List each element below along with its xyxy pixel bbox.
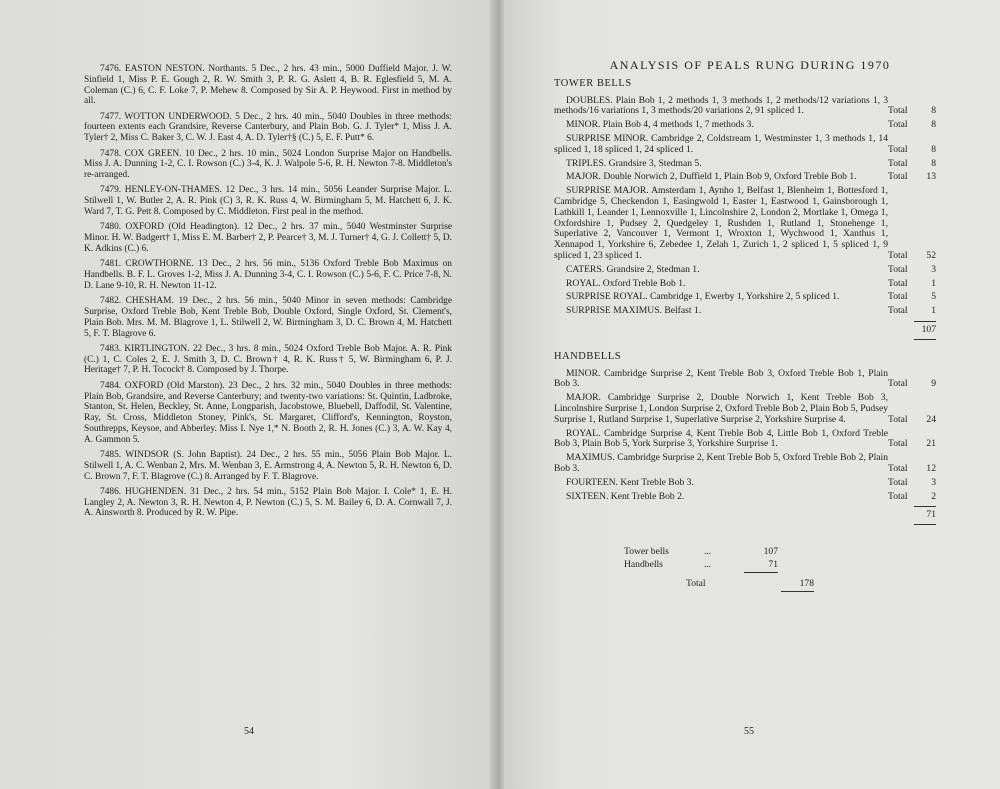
summary-tower-row: Tower bells ... 107 [624,546,778,558]
analysis-row [554,306,946,317]
analysis-row [554,393,946,425]
total-value: 1 [931,305,936,317]
left-page [0,0,496,789]
method-text: MAJOR. Double Norwich 2, Duffield 1, Plain Bob 9, Oxford Treble Bob 1. [566,171,857,183]
method-text: MINOR. Cambridge Surprise 2, Kent Treble Bob 3, Oxford Treble Bob 1, Plain Bob 3. [554,367,888,390]
analysis-row [554,172,946,183]
analysis-row [554,265,946,276]
total-label: Total [888,378,908,390]
total-label: Total [888,277,908,289]
tower-subtotal: 107 [554,321,946,340]
total-value: 3 [931,263,936,275]
method-text: TRIPLES. Grandsire 3, Stedman 5. [566,157,702,169]
analysis-row [554,369,946,391]
method-text: DOUBLES. Plain Bob 1, 2 methods 1, 3 methods 1, 2 methods/12 variations 1, 3 methods/16 variations 1, 3 methods/20 variations 2, 91 spliced 1. [554,94,888,117]
right-page [504,0,1000,789]
total-value: 8 [931,105,936,117]
method-text: SURPRISE MINOR. Cambridge 2, Coldstream 1, Westminster 1, 3 methods 1, 14 spliced 1, 18 spliced 1, 24 spliced 1. [554,132,888,155]
handbells-subtotal: 71 [554,506,946,525]
total-value: 3 [931,476,936,488]
method-text: ROYAL. Cambridge Surprise 4, Kent Treble Bob 4, Little Bob 1, Oxford Treble Bob 3, Plain Bob 5, York Surprise 3, Yorkshire Surprise 1. [554,427,888,450]
analysis-row [554,292,946,303]
total-value: 9 [931,378,936,390]
total-value: 8 [931,157,936,169]
page-number-right: 55 [744,726,754,737]
peal-entry: 7486. HUGHENDEN. 31 Dec., 2 hrs. 54 min., 5152 Plain Bob Major. I. Cole* 1, E. H. Langley 2, A. Newton 3, R. H. Newton 4, P. Newton (C.) 5, S. M. Bailey 6, D. A. Cornwall 7, J. A. Ainsworth 8. Produced by R. W. Pipe. [84,486,452,519]
grand-summary [624,547,814,592]
summary-hand-row: Handbells ... 71 [624,560,814,573]
peal-entry: 7476. EASTON NESTON. Northants. 5 Dec., 2 hrs. 43 min., 5000 Duffield Major. J. W. Sinfield 1, Miss P. E. Gough 2, R. W. Smith 3, P. R. G. Aslett 4, B. R. Eglesfield 5, M. A. Coleman (C.) 6, C. F. Loke 7, P. Mehew 8. Composed by Sir A. P. Heywood. First in method by all. [84,64,452,107]
method-text: CATERS. Grandsire 2, Stedman 1. [566,263,700,275]
peal-entry: 7481. CROWTHORNE. 13 Dec., 2 hrs. 56 min., 5136 Oxford Treble Bob Maximus on Handbells. B. F. L. Groves 1-2, Miss J. A. Dunning 3-4, C. I. Rowson (C.) 5-6, F. C. Price 7-8, N. D. Lane 9-10, R. H. Newton 11-12. [84,259,452,291]
peal-entry: 7484. OXFORD (Old Marston). 23 Dec., 2 hrs. 32 min., 5040 Doubles in three methods: Plain Bob, Grandsire, and Reverse Canterbury; and twenty-two variations: St. Quintin, Ladbroke, Stanton, St. Helen, Beckley, St. Anne, Longparish, Jacobstowe, Bluebell, Daffodil, St. Valentine, Ray, St. Cross, Middleton Stoney, Pink's, St. Margaret, Clifford's, Kennington, Royston, Southrepps, Keysoe, and Abberley. Miss I. Nye 1,* N. Booth 2, R. H. Jones (C.) 3, A. W. Kay 4, A. Gammon 5. [84,380,452,445]
method-text: SURPRISE MAXIMUS. Belfast 1. [566,305,702,317]
total-value: 21 [926,438,936,450]
total-value: 1 [931,277,936,289]
peal-records [84,64,452,524]
summary-total-row: Total 178 [624,579,814,592]
analysis-row [554,478,946,489]
total-value: 13 [926,171,936,183]
total-value: 2 [931,490,936,502]
method-text: FOURTEEN. Kent Treble Bob 3. [566,476,694,488]
method-text: SURPRISE MAJOR. Amsterdam 1, Aynho 1, Belfast 1, Blenheim 1, Bottesford 1, Cambridge 5, Checkendon 1, Easingwold 1, Easter 1, Eastwood 1, Gainsborough 1, Lathkill 1, Leander 1, Lennoxville 1, Lincolnshire 2, London 2, Mortlake 1, Omega 1, Oxfordshire 1, Pudsey 2, Quedgeley 1, Rushden 1, Rutland 1, Stonehenge 1, Superlative 2, Vancouver 1, Vermont 1, Wroxton 1, Wychwood 1, Xanthus 1, Xennapod 1, Yorkshire 6, Zebedee 1, Zelah 1, Zurich 1, 2 spliced 1, 5 spliced 1, 9 spliced 1, 23 spliced 1. [554,185,888,261]
total-label: Total [888,143,908,155]
total-label: Total [888,119,908,131]
total-value: 5 [931,291,936,303]
analysis-title: ANALYSIS OF PEALS RUNG DURING 1970 [609,58,891,72]
method-text: MAJOR. Cambridge Surprise 2, Double Norwich 1, Kent Treble Bob 3, Lincolnshire Surprise 1, London Surprise 2, Oxford Treble Bob 2, Plain Bob 5, Pudsey Surprise 1, Rutland Surprise 1, Superlative Surprise 2, Yorkshire Surprise 4. [554,392,888,425]
total-label: Total [888,305,908,317]
peal-entry: 7482. CHESHAM. 19 Dec., 2 hrs. 56 min., 5040 Minor in seven methods: Cambridge Surprise, Oxford Treble Bob, Kent Treble Bob, Double Oxford, Single Oxford, St. Clement's, Plain Bob. Mrs. M. M. Blagrove 1, L. Stilwell 2, W. Birmingham 3, D. C. Brown 4, M. Hatchett 5, F. T. Blagrove 6. [84,296,452,339]
peal-entry: 7477. WOTTON UNDERWOOD. 5 Dec., 2 hrs. 40 min., 5040 Doubles in three methods: fourteen extents each Grandsire, Reverse Canterbury, and Plain Bob. G. J. Tyler* 1, Miss J. A. Tyler† 2, Miss C. Baker 3, C. W. J. East 4, A. D. Tyler†§ (C.) 5, E. F. Putt* 6. [84,111,452,144]
total-label: Total [888,291,908,303]
method-text: ROYAL. Oxford Treble Bob 1. [566,277,686,289]
total-value: 12 [926,462,936,474]
peal-entry: 7478. COX GREEN. 10 Dec., 2 hrs. 10 min., 5024 London Surprise Major on Handbells. Miss J. A. Dunning 1-2, C. I. Rowson (C.) 3-4, K. J. Walpole 5-6, R. H. Newton 7-8. Middleton's re-arranged. [84,148,452,181]
analysis-row [554,429,946,451]
total-label: Total [888,438,908,450]
analysis-row [554,96,946,118]
total-label: Total [888,157,908,169]
peal-entry: 7485. WINDSOR (S. John Baptist). 24 Dec., 2 hrs. 55 min., 5056 Plain Bob Major. L. Stilwell 1, A. C. Wenban 2, Mrs. M. Wenban 3, E. Armstrong 4, A. Newton 5, R. H. Newton 6, D. C. Brown 7, F. T. Blagrove (C.) 8. Arranged by F. T. Blagrove. [84,450,452,482]
total-value: 8 [931,143,936,155]
method-text: MAXIMUS. Cambridge Surprise 2, Kent Treble Bob 5, Oxford Treble Bob 2, Plain Bob 3. [554,452,888,474]
tower-bells-list [554,96,946,317]
total-label: Total [888,413,908,425]
peal-entry: 7480. OXFORD (Old Headington). 12 Dec., 2 hrs. 37 min., 5040 Westminster Surprise Minor. H. W. Badgert† 1, Miss E. M. Barber† 2, P. Pearce† 3, M. J. Turner† 4, G. J. Collett† 5, D. K. Adkins (C.) 6. [84,222,452,254]
analysis-column [554,60,946,592]
analysis-row [554,279,946,290]
peal-entry: 7479. HENLEY-ON-THAMES. 12 Dec., 3 hrs. 14 min., 5056 Leander Surprise Major. L. Stilwell 1, W. Butler 2, A. R. Pink (C) 3, R. K. Russ 4, W. Birmingham 5, M. Hatchett 6, J. K. Ward 7, T. G. Pett 8. Composed by C. Middleton. First peal in the method. [84,185,452,218]
total-label: Total [888,249,908,261]
peal-entry: 7483. KIRTLINGTON. 22 Dec., 3 hrs. 8 min., 5024 Oxford Treble Bob Major. A. R. Pink (C.) 1, C. Coles 2, E. J. Smith 3, D. C. Brown† 4, R. K. Russ† 5, W. Birmingham 6, P. J. Heritage† 7, P. H. Tocock† 8. Composed by J. Thorpe. [84,343,452,376]
total-label: Total [888,171,908,183]
total-value: 52 [926,249,936,261]
method-text: MINOR. Plain Bob 4, 4 methods 1, 7 methods 3. [566,119,754,131]
analysis-row [554,159,946,170]
total-value: 8 [931,119,936,131]
total-label: Total [888,490,908,502]
method-text: SURPRISE ROYAL. Cambridge 1, Ewerby 1, Yorkshire 2, 5 spliced 1. [566,291,840,303]
analysis-row [554,120,946,131]
analysis-row [554,186,946,262]
total-label: Total [888,105,908,117]
method-text: SIXTEEN. Kent Treble Bob 2. [566,490,685,502]
analysis-row [554,492,946,503]
total-value: 24 [926,413,936,425]
analysis-row [554,134,946,156]
handbells-list [554,369,946,503]
tower-bells-heading: TOWER BELLS [554,77,632,89]
total-label: Total [888,476,908,488]
handbells-heading: HANDBELLS [554,350,622,362]
analysis-row [554,453,946,475]
total-label: Total [888,263,908,275]
total-label: Total [888,462,908,474]
page-number-left: 54 [244,726,254,737]
